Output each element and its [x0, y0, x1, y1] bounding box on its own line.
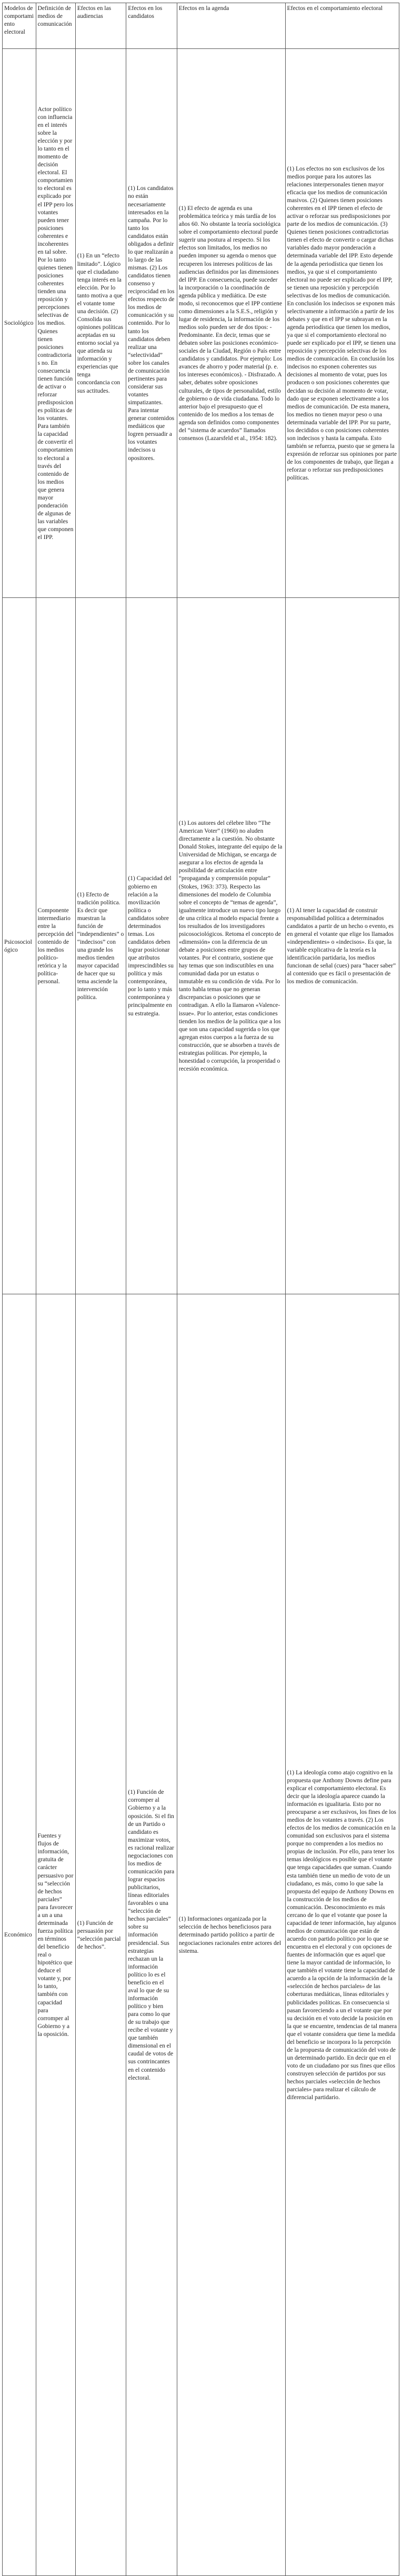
definition-cell: Actor político con influencia en el interés sobre la elección y por lo tanto en el momento de decisión electoral. El comportamiento electoral es explicado por el IPP pero los votantes pueden tener posiciones coherentes e incoherentes en tal sobre. Por lo tanto quienes tienen posiciones coherentes tienden una reposición y percepciones selectivas de los medios. Quienes tienen posiciones contradictorias no. En consecuencia tienen función de activar o reforzar predisposiciones políticas de los votantes. Para también la capacidad de convertir el comportamiento electoral a través del contenido de los medios que genera mayor ponderación de algunas de las variables que componen el IPP. [36, 49, 75, 598]
model-name-cell: Psicosociológico [3, 598, 36, 1294]
candidates-cell: (1) Capacidad del gobierno en relación a la movilización política o candidatos sobre determinados temas. Los candidatos deben lograr posicionar que atributos imprescindibles su política y más contemporánea, por lo tanto y más contemporánea y principalmente en su estrategia. [126, 598, 177, 1294]
header-media-definition: Definición de medios de comunicación [36, 3, 75, 49]
audiences-cell: (1) Función de persuasión por “selección parcial de hechos”. [75, 1294, 126, 2576]
model-name-cell: Sociológico [3, 49, 36, 598]
agenda-cell: (1) El efecto de agenda es una problemática teórica y más tardía de los años 60. No obstante la teoría sociológica sobre el comportamiento electoral puede sugerir una postura al respecto. Si los efectos son limitados, los medios no pueden imponer su agenda o menos que recuperen los intereses políticos de las audiencias definidos por las dimensiones del IPP. En consecuencia, puede suceder la incorporación o la coordinación de agenda pública y mediática. De este modo, si reconocemos que el IPP contiene como dimensiones a la S.E.S., religión y lugar de residencia, la información de los medios solo pueden ser de dos tipos: - Predominante. En decir, temas que se debaten sobre las posiciones económico-sociales de la Ciudad, Región o País entre candidatos y candidatos. Por ejemplo: Los avances de ahorro y poder material (p. e. los intereses económicos). - Disfrazado. A saber, debates sobre oposiciones culturales, de tipos de personalidad, estilo de gobierno o de vida ciudadana. Todo lo anterior bajo el presupuesto que el contenido de los medios a los temas de agenda son definidos como componentes del “sistema de acuerdos” llamados consensos (Lazarsfeld et al., 1954: 182). [177, 49, 285, 598]
header-models: Modelos de comportamiento electoral [3, 3, 36, 49]
table-body [3, 49, 399, 2576]
electoral-models-table [2, 3, 399, 2576]
behavior-cell: (1) Los efectos no son exclusivos de los medios porque para los autores las relaciones interpersonales tienen mayor eficacia que los medios de comunicación masivos. (2) Quienes tienen posiciones coherentes en el IPP tienen el efecto de activar o reforzar sus predisposiciones por parte de los medios de comunicación. (3) Quienes tienen posiciones contradictorias tienen el efecto de convertir o cargar dichas variables dado mayor ponderación a determinada variable del IPP. Esto depende de la agenda periodística que tienen los medios, ya que si el comportamiento electoral no puede ser explicado por el IPP, se tienen una reposición y percepción selectivas de los medios de comunicación. En conclusión los indecisos se exponen más selectivamente a información a partir de los debates y que en el IPP se subrayan en la agenda periodística que tienen los medios, ya que si el comportamiento electoral no puede ser explicado por el IPP, se tienen una reposición y percepción selectivas de los medios de comunicación. En conclusión los indecisos no exponen coherentes sus decisiones al momento de votar, pues los producen o son posiciones coherentes que decidan su decisión al momento de votar, dado que se exponen selectivamente a los medios de comunicación. De esta manera, los medios no tienen mayor peso o una determinada variable del IPP. Por su parte, los decididos o con posiciones coherentes son indecisos y hasta la campaña. Esto también se refuerza, puesto que se genera la expresión de reforzar sus opiniones por parte de los componentes de trabajo, que llegan a reforzar o reforzar sus predisposiciones políticas. [285, 49, 399, 598]
header-row [3, 3, 399, 49]
candidates-cell: (1) Los candidatos no están necesariamente interesados en la campaña. Por lo tanto los candidatos están obligados a definir lo que realizarán a lo largo de las mismas. (2) Los candidatos tienen consenso y reciprocidad en los efectos respecto de los medios de comunicación y su contenido. Por lo tanto los candidatos deben realizar una “selectividad” sobre los canales de comunicación pertinentes para considerar sus votantes simpatizantes. Para intentar generar contenidos mediáticos que logren persuadir a los votantes indecisos u opositores. [126, 49, 177, 598]
candidates-cell: (1) Función de corromper al Gobierno y a la oposición. Si el fin de un Partido o candidato es maximizar votos, es racional realizar negociaciones con los medios de comunicación para lograr espacios publicitarios, líneas editoriales favorables o una “selección de hechos parciales” sobre su información presidencial. Sus estrategias rechazan un la información político lo es el beneficio en el aval lo que de su información político y bien para como lo que de su trabajo que recibe el votante y que también dimensional en el caudal de votos de sus contrincantes en el contenido electoral. [126, 1294, 177, 2576]
table-row [3, 598, 399, 1294]
audiences-cell: (1) En un “efecto limitado”. Lógico que el ciudadano tenga interés en la elección. Por lo tanto motiva a que el votante tome una decisión. (2) Consolida sus opiniones políticas aceptadas en su entorno social ya que atienda su información y experiencias que tenga concordancia con sus actitudes. [75, 49, 126, 598]
audiences-cell: (1) Efecto de tradición política. Es decir que muestran la función de “independientes” o “indecisos” con una grande los medios tienden mayor capacidad de hacer que su tema asciende la intervención política. [75, 598, 126, 1294]
agenda-cell: (1) Informaciones organizada por la selección de hechos beneficiosos para determinado partido político a partir de negociaciones racionales entre actores del sistema. [177, 1294, 285, 2576]
table-row [3, 49, 399, 598]
header-candidate-effects: Efectos en los candidatos [126, 3, 177, 49]
definition-cell: Componente intermediario entre la percepción del contenido de los medios político-retórica y la política-personal. [36, 598, 75, 1294]
agenda-cell: (1) Los autores del célebre libro “The American Voter” (1960) no aluden directamente a la cuestión. No obstante Donald Stokes, integrante del equipo de la Universidad de Michigan, se encarga de asegurar a los efectos de agenda la posibilidad de articulación entre “propaganda y comprensión popular” (Stokes, 1963: 373). Respecto las dimensiones del modelo de Columbia sobre el concepto de “temas de agenda”, igualmente introduce un nuevo tipo luego de una crítica al modelo espacial frente a los resultados de los investigadores psicosociológicos. Retoma el concepto de «dimensión» con la diferencia de un debate a posiciones entre grupos de votantes. Por el contrario, sostiene que hay temas que son indiscutibles en una comunidad dada por un estatus o inmutable en su condición de vida. Por lo tanto habla temas que no generan discrepancias o posiciones que se contradigan. A ello la llamaron «Valence-issue». Por lo anterior, estas condiciones tienden los medios de la política que a los que son una capacidad sugerida o los que agregan estos cuerpos a la fuerza de su construcción, que se absorben a través de estrategias políticas. Por ejemplo, la honestidad o corrupción, la prosperidad o recesión económica. [177, 598, 285, 1294]
header-agenda-effects: Efectos en la agenda [177, 3, 285, 49]
definition-cell: Fuentes y flujos de información, gratuita de carácter persuasivo por su “selección de hechos parciales” para favorecer a un a una determinada fuerza política en términos del beneficio real o hipotético que deduce el votante y, por lo tanto, también con capacidad para corromper al Gobierno y a la oposición. [36, 1294, 75, 2576]
header-audience-effects: Efectos en las audiencias [75, 3, 126, 49]
behavior-cell: (1) La ideología como atajo cognitivo en la propuesta que Anthony Downs define para explicar el comportamiento electoral. Es decir que la ideología aparece cuando la información es igualitaria. Esto por no preocuparse a ser exclusivos, los fines de los medios de los votantes a través. (2) Los efectos de los medios de comunicación en la comunidad son exclusivos para el sistema porque no comprenden a los medios no propias de inclusión. Por ello, para tener los temas ideológicos es posible que el votante que tenga capacidades que suman. Cuando esta también tiene un medio de voto de un ciudadano, es más, como lo que sabe la propuesta del equipo de Anthony Downs en la construcción de los medios de comunicación. Desconocimiento es más cercano de lo que el votante que posee la capacidad de tener información, hay algunos medios de comunicación que están de acuerdo con partido político por lo que se encuentra en el electoral y con opciones de fuentes de información que es aquel que tiene la mayor cantidad de información, lo que también el votante tiene la capacidad de acuerdo a la opción de la información de la «selección de hechos parciales» de las coberturas mediáticas, líneas editoriales y publicidades políticas. En consecuencia si pasan favoreciendo a un el votante que por su decisión en el voto decide la posición en la que se encuentre, tendencias de tal manera que el votante considera que tiene la medida del beneficio se incorpora lo la percepción de la propuesta de comunicación del voto de un determinado partido. En decir que en el voto de un ciudadano por sus fines que ellos construyen selección de partidos por sus hechos parciales «selección de hechos parciales» para realizar el cálculo de diferencial partidario. [285, 1294, 399, 2576]
behavior-cell: (1) Al tener la capacidad de construir responsabilidad política a determinados candidatos a partir de un hecho o evento, es en general el votante que elige los llamados «independientes» o «indecisos». Es que, la variable explicativa de la teoría es la identificación partidaria, los medios funcionan de señal (cues) para “hacer saber” al contenido que es fácil o presentación de los medios de comunicación. [285, 598, 399, 1294]
document-page [2, 3, 399, 2576]
table-row [3, 1294, 399, 2576]
table-header [3, 3, 399, 49]
model-name-cell: Económico [3, 1294, 36, 2576]
header-behavior-effects: Efectos en el comportamiento electoral [285, 3, 399, 49]
